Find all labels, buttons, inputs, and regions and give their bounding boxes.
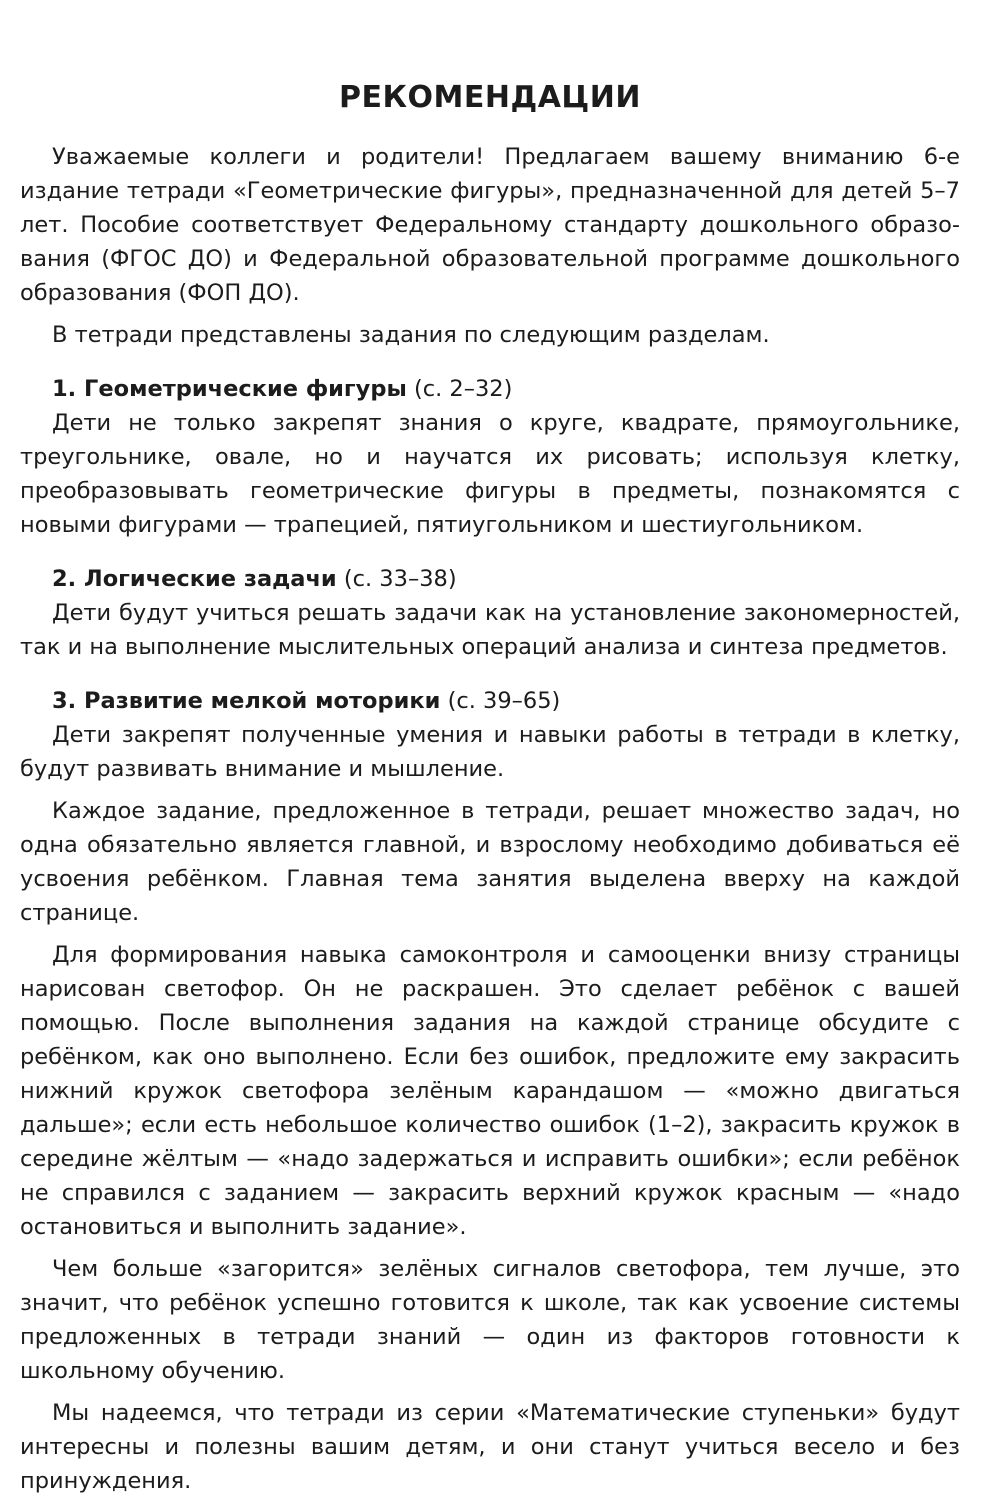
page-title: РЕКОМЕНДАЦИИ — [339, 80, 641, 115]
section-paragraph: Мы надеемся, что тетради из серии «Математические ступеньки» будут интересны и полезны вашим детям, и они станут учиться весело и без принуждения. — [20, 1400, 960, 1494]
intro-paragraph: Уважаемые коллеги и родители! Предлагаем вашему вниманию 6-е издание тетради «Геометрические фигуры», предназначенной для детей 5–7 лет. Пособие соответствует Федеральному стандарту дошкольного образования (ФГОС ДО) и Федеральной образовательной программе дошкольного образования (ФОП ДО). — [20, 144, 960, 306]
section-title: 2. Логические задачи — [52, 566, 337, 592]
section-paragraph: Каждое задание, предложенное в тетради, решает множество задач, но одна обязательно является главной, и взрослому необходимо добиваться её усвоения ребёнком. Главная тема занятия выделена вверху на каждой странице. — [20, 798, 960, 926]
section-pages: (с. 2–32) — [413, 376, 513, 402]
section-paragraph: Для формирования навыка самоконтроля и самооценки внизу страницы нарисован светофор. Он не раскрашен. Это сделает ребёнок с вашей помощью. После выполнения задания на каждой странице обсудите с ребёнком, как оно выполнено. Если без ошибок, предложите ему закрасить нижний кружок светофора зелёным карандашом — «можно двигаться дальше»; если есть небольшое количество ошибок (1–2), закрасить кружок в середине жёлтым — «надо задержаться и исправить ошибки»; если ребёнок не справился с заданием — закрасить верхний кружок красным — «надо остановиться и выполнить задание». — [20, 942, 960, 1240]
section-heading — [20, 562, 960, 596]
section-title: 3. Развитие мелкой моторики — [52, 688, 441, 714]
section-heading — [20, 372, 960, 406]
section-heading — [20, 684, 960, 718]
section-title: 1. Геометрические фигуры — [52, 376, 407, 402]
section-pages: (с. 39–65) — [447, 688, 561, 714]
document-page — [20, 78, 960, 1498]
section-paragraph: Дети закрепят полученные умения и навыки работы в тетради в клетку, будут развивать внимание и мышление. — [20, 722, 960, 782]
section-paragraph: Дети будут учиться решать задачи как на установление закономерностей, так и на выполнение мыслительных операций анализа и синтеза предметов. — [20, 600, 960, 660]
section-paragraph: Дети не только закрепят знания о круге, квадрате, прямоугольнике, треугольнике, овале, но и научатся их рисовать; используя клетку, преобразовывать геометрические фигуры в предметы, познакомятся с новыми фигурами — трапецией, пятиугольником и шестиугольником. — [20, 410, 960, 538]
intro-paragraph: В тетради представлены задания по следующим разделам. — [52, 322, 770, 348]
section-pages: (с. 33–38) — [343, 566, 457, 592]
section-paragraph: Чем больше «загорится» зелёных сигналов светофора, тем лучше, это значит, что ребёнок успешно готовится к школе, так как усвоение системы предложенных в тетради знаний — один из факторов готовности к школьному обучению. — [20, 1256, 960, 1384]
